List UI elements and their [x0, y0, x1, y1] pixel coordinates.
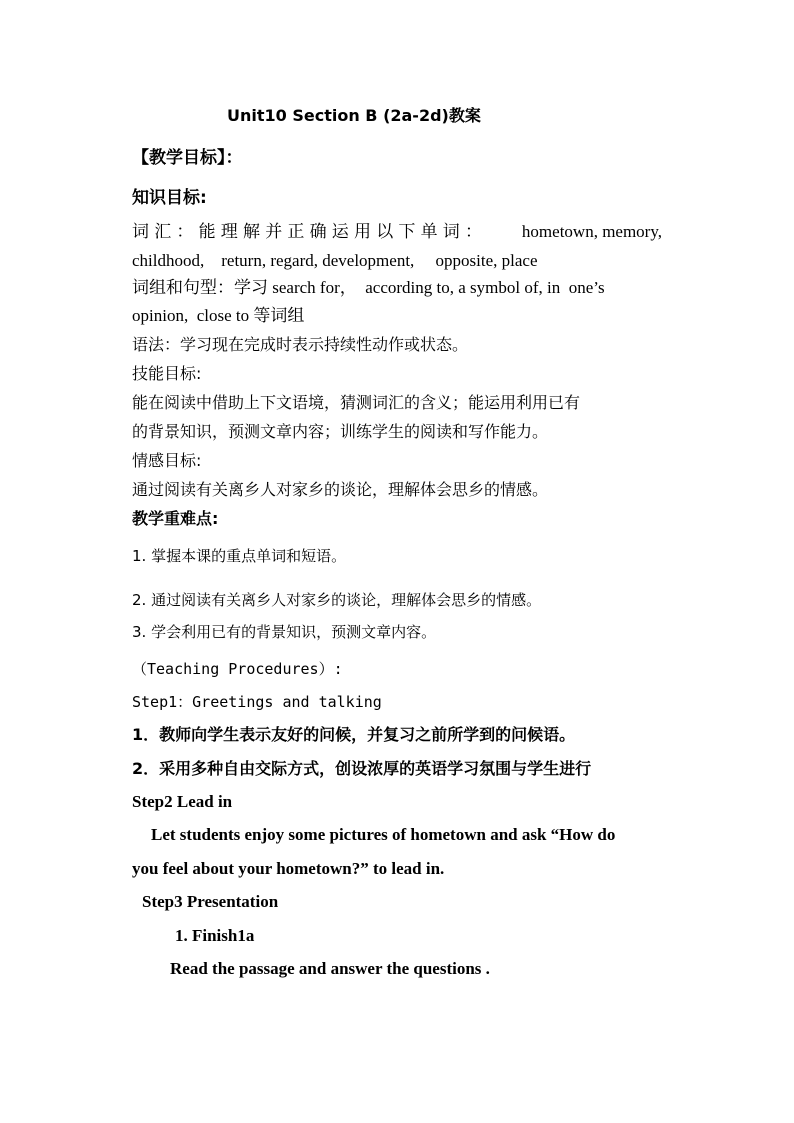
step2-heading: Step2 Lead in — [132, 792, 233, 811]
key-point-1: 1. 掌握本课的重点单词和短语。 — [132, 547, 347, 565]
step1-item-2: 2．采用多种自由交际方式，创设浓厚的英语学习氛围与学生进行 — [132, 759, 592, 778]
key-point-3: 3. 学会利用已有的背景知识，预测文章内容。 — [132, 623, 437, 641]
phrase-line-second: opinion, close to 等词组 — [132, 306, 305, 325]
grammar-line: 语法：学习现在完成时表示持续性动作或状态。 — [132, 335, 469, 354]
key-point-2: 2. 通过阅读有关离乡人对家乡的谈论，理解体会思乡的情感。 — [132, 591, 542, 609]
procedures-heading: （Teaching Procedures）: — [132, 660, 343, 678]
vocabulary-line — [132, 222, 662, 242]
step3-heading: Step3 Presentation — [142, 892, 279, 911]
emotion-line: 通过阅读有关离乡人对家乡的谈论，理解体会思乡的情感。 — [132, 480, 549, 499]
vocabulary-words-first: hometown, memory, — [521, 222, 662, 241]
step3-item-1: 1. Finish1a — [175, 926, 255, 945]
step3-instruction: Read the passage and answer the questions . — [170, 959, 490, 978]
skill-line-first: 能在阅读中借助上下文语境，猜测词汇的含义；能运用利用已有 — [132, 393, 581, 412]
phrase-line-first: 词组和句型：学习 search for， according to, a symbol of, in one’s — [132, 278, 605, 297]
skill-objectives-heading: 技能目标: — [132, 364, 202, 383]
step2-line-second: you feel about your hometown?” to lead in. — [132, 859, 445, 878]
step1-item-1: 1．教师向学生表示友好的问候，并复习之前所学到的问候语。 — [132, 725, 576, 744]
vocabulary-words-second: childhood, return, regard, development, opposite, place — [132, 251, 538, 270]
section-objectives-heading: 【教学目标】： — [132, 148, 243, 168]
skill-line-second: 的背景知识，预测文章内容；训练学生的阅读和写作能力。 — [132, 422, 549, 441]
document-title: Unit10 Section B (2a-2d)教案 — [227, 106, 481, 125]
step2-line-first: Let students enjoy some pictures of hometown and ask “How do — [151, 825, 616, 844]
key-points-heading: 教学重难点: — [132, 509, 219, 528]
knowledge-objectives-heading: 知识目标: — [132, 188, 207, 208]
step1-heading: Step1：Greetings and talking — [132, 693, 382, 711]
emotion-objectives-heading: 情感目标: — [132, 451, 202, 470]
vocabulary-lead: 词汇：能理解并正确运用以下单词： — [132, 222, 488, 242]
